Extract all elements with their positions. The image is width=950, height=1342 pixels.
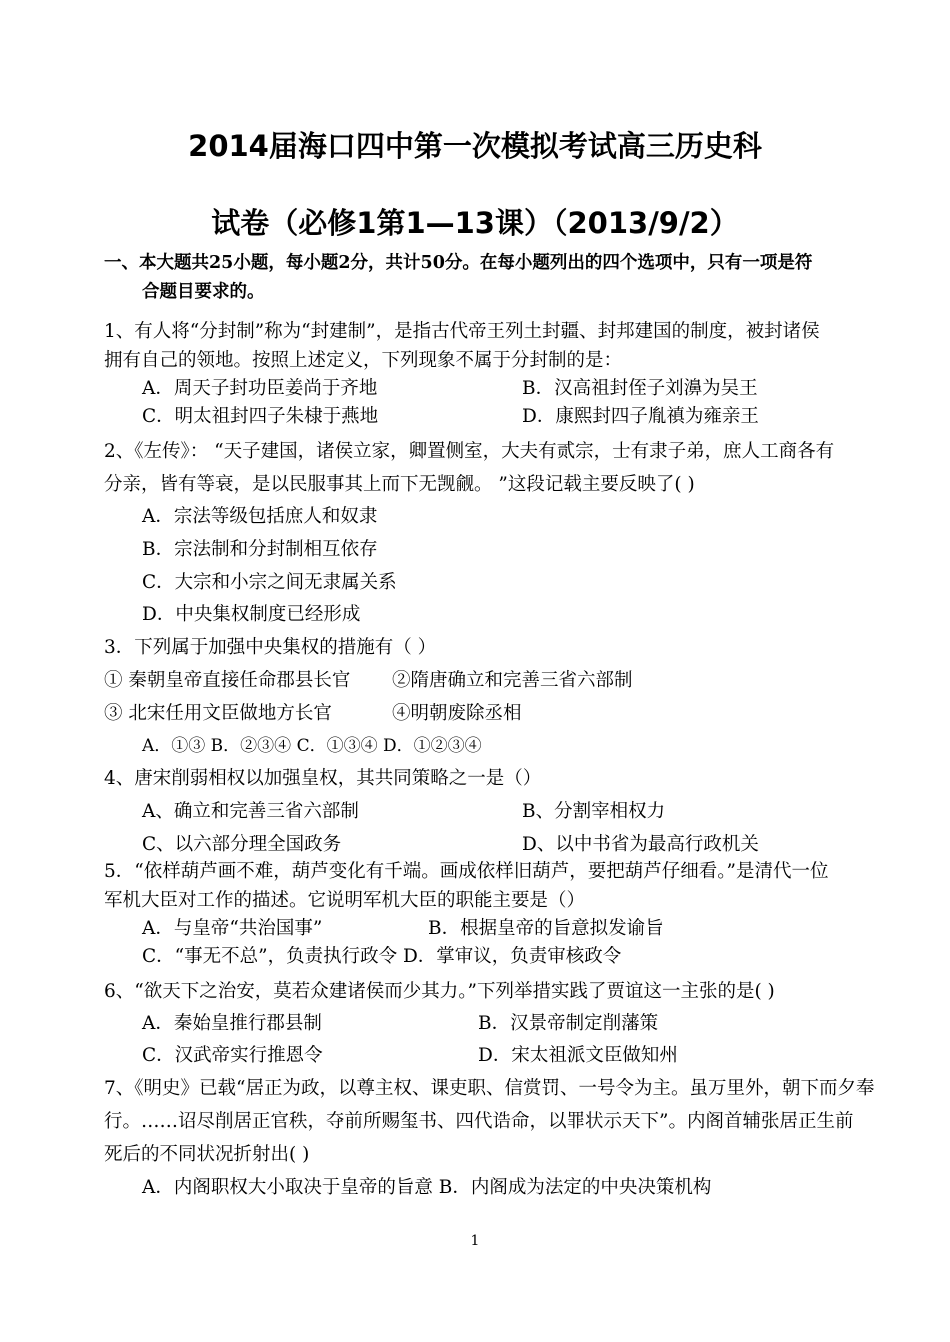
q5-stem-line-2: 军机大臣对工作的描述。它说明军机大臣的职能主要是（） xyxy=(104,890,586,911)
q6-option-d: D．宋太祖派文臣做知州 xyxy=(478,1045,678,1066)
q4-option-d: D、以中书省为最高行政机关 xyxy=(522,834,759,855)
section-heading-line-2: 合题目要求的。 xyxy=(142,282,265,302)
q2-option-d: D．中央集权制度已经形成 xyxy=(142,604,361,625)
q7-stem-line-1: 7、《明史》已载“居正为政，以尊主权、课吏职、信赏罚、一号令为主。虽万里外，朝下而夕奉 xyxy=(104,1078,875,1099)
q3-item-3: ③ 北宋任用文臣做地方长官 xyxy=(104,703,332,724)
q4-stem: 4、唐宋削弱相权以加强皇权，其共同策略之一是（） xyxy=(104,768,542,789)
q1-stem-line-1: 1、有人将“分封制”称为“封建制”，是指古代帝王列土封疆、封邦建国的制度，被封诸侯 xyxy=(104,321,820,342)
q5-stem-line-1: 5．“依样葫芦画不难，葫芦变化有千端。画成依样旧葫芦，要把葫芦仔细看。”是清代一位 xyxy=(104,861,829,882)
q2-stem-line-1: 2、《左传》： “天子建国，诸侯立家，卿置侧室，大夫有贰宗，士有隶子弟，庶人工商各有 xyxy=(104,441,835,462)
q1-stem-line-2: 拥有自己的领地。按照上述定义，下列现象不属于分封制的是： xyxy=(104,350,623,371)
q6-option-b: B．汉景帝制定削藩策 xyxy=(478,1013,659,1034)
q5-option-a: A．与皇帝“共治国事” xyxy=(142,918,323,939)
q4-option-b: B、分割宰相权力 xyxy=(522,801,666,822)
section-heading-line-1: 一、本大题共25小题，每小题2分，共计50分。在每小题列出的四个选项中，只有一项是符 xyxy=(104,253,813,273)
q6-option-c: C．汉武帝实行推恩令 xyxy=(142,1045,323,1066)
q1-option-a: A．周天子封功臣姜尚于齐地 xyxy=(142,378,378,399)
q1-option-d: D．康熙封四子胤禛为雍亲王 xyxy=(522,406,759,427)
q7-stem-line-3: 死后的不同状况折射出( ) xyxy=(104,1144,310,1165)
q7-stem-line-2: 行。……诏尽削居正官秩，夺前所赐玺书、四代诰命，以罪状示天下”。内阁首辅张居正生前 xyxy=(104,1111,854,1132)
page-number: 1 xyxy=(470,1233,480,1249)
q2-option-c: C．大宗和小宗之间无隶属关系 xyxy=(142,572,397,593)
q6-option-a: A．秦始皇推行郡县制 xyxy=(142,1013,322,1034)
q3-stem: 3．下列属于加强中央集权的措施有（ ） xyxy=(104,637,437,658)
q5-option-b: B．根据皇帝的旨意拟发谕旨 xyxy=(428,918,664,939)
q6-stem: 6、“欲天下之治安，莫若众建诸侯而少其力。”下列举措实践了贾谊这一主张的是( ) xyxy=(104,981,775,1002)
q2-stem-line-2: 分亲，皆有等衰，是以民服事其上而下无觊觎。 ”这段记载主要反映了( ) xyxy=(104,474,695,495)
q4-option-a: A、确立和完善三省六部制 xyxy=(142,801,359,822)
q2-option-a: A．宗法等级包括庶人和奴隶 xyxy=(142,506,378,527)
q4-option-c: C、以六部分理全国政务 xyxy=(142,834,342,855)
q1-option-b: B．汉高祖封侄子刘濞为吴王 xyxy=(522,378,758,399)
q3-item-4: ④明朝废除丞相 xyxy=(392,703,522,724)
title-line-2: 试卷（必修1第1—13课）（2013/9/2） xyxy=(211,206,739,240)
q3-options: A．①③ B．②③④ C．①③④ D．①②③④ xyxy=(142,736,482,756)
q1-option-c: C．明太祖封四子朱棣于燕地 xyxy=(142,406,379,427)
q3-item-1: ① 秦朝皇帝直接任命郡县长官 xyxy=(104,670,351,691)
q2-option-b: B．宗法制和分封制相互依存 xyxy=(142,539,378,560)
title-line-1: 2014届海口四中第一次模拟考试高三历史科 xyxy=(188,129,762,163)
q3-item-2: ②隋唐确立和完善三省六部制 xyxy=(392,670,633,691)
q5-option-cd: C．“事无不总”，负责执行政令 D．掌审议，负责审核政令 xyxy=(142,946,622,967)
q7-option-ab: A．内阁职权大小取决于皇帝的旨意 B．内阁成为法定的中央决策机构 xyxy=(142,1177,712,1198)
